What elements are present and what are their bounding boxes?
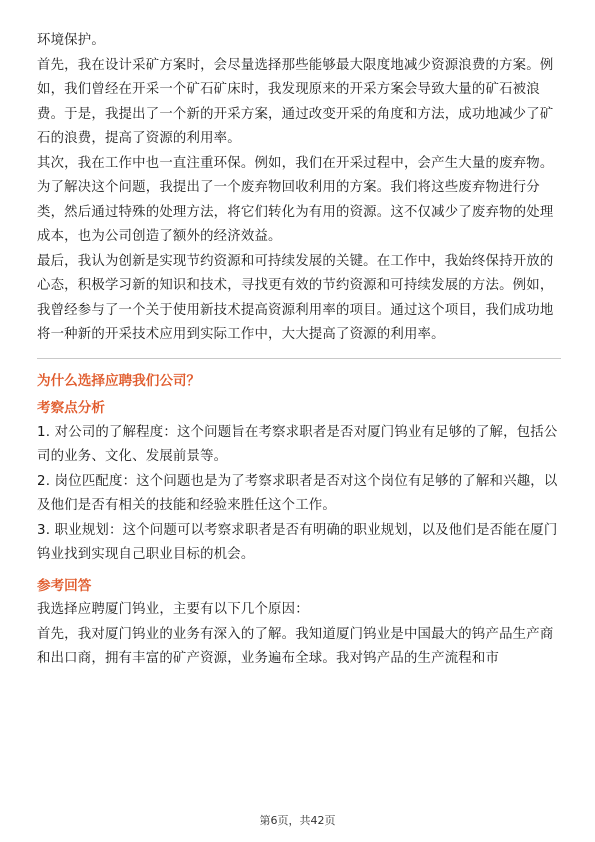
answer-paragraph: 首先，我对厦门钨业的业务有深入的了解。我知道厦门钨业是中国最大的钨产品生产商和出口商，拥有丰富的矿产资源，业务遍布全球。我对钨产品的生产流程和市	[37, 626, 554, 666]
analysis-item: 3. 职业规划：这个问题可以考察求职者是否有明确的职业规划，以及他们是否能在厦门钨业找到实现自己职业目标的机会。	[37, 522, 558, 562]
page-number: 第6页，共42页	[259, 814, 336, 827]
body-paragraph: 其次，我在工作中也一直注重环保。例如，我们在开采过程中，会产生大量的废弃物。为了解决这个问题，我提出了一个废弃物回收利用的方案。我们将这些废弃物进行分类，然后通过特殊的处理方法，将它们转化为有用的资源。这不仅减少了废弃物的处理成本，也为公司创造了额外的经济效益。	[37, 155, 554, 244]
analysis-heading: 考察点分析	[37, 400, 105, 416]
question-heading: 为什么选择应聘我们公司？	[37, 372, 201, 389]
analysis-item: 1. 对公司的了解程度：这个问题旨在考察求职者是否对厦门钨业有足够的了解，包括公司的业务、文化、发展前景等。	[37, 424, 558, 464]
answer-heading: 参考回答	[37, 577, 92, 594]
document-page	[37, 0, 561, 672]
analysis-item: 2. 岗位匹配度：这个问题也是为了考察求职者是否对这个岗位有足够的了解和兴趣，以及他们是否有相关的技能和经验来胜任这个工作。	[37, 473, 558, 513]
body-paragraph: 最后，我认为创新是实现节约资源和可持续发展的关键。在工作中，我始终保持开放的心态，积极学习新的知识和技术，寻找更有效的节约资源和可持续发展的方法。例如，我曾经参与了一个关于使用新技术提高资源利用率的项目。通过这个项目，我们成功地将一种新的开采技术应用到实际工作中，大大提高了资源的利用率。	[37, 253, 554, 342]
body-paragraph: 环境保护。	[37, 33, 105, 48]
section-divider	[37, 358, 561, 359]
answer-paragraph: 我选择应聘厦门钨业，主要有以下几个原因：	[37, 602, 309, 617]
body-paragraph: 首先，我在设计采矿方案时，会尽量选择那些能够最大限度地减少资源浪费的方案。例如，我们曾经在开采一个矿石矿床时，我发现原来的开采方案会导致大量的矿石被浪费。于是，我提出了一个新的开采方案，通过改变开采的角度和方法，成功地减少了矿石的浪费，提高了资源的利用率。	[37, 57, 554, 146]
